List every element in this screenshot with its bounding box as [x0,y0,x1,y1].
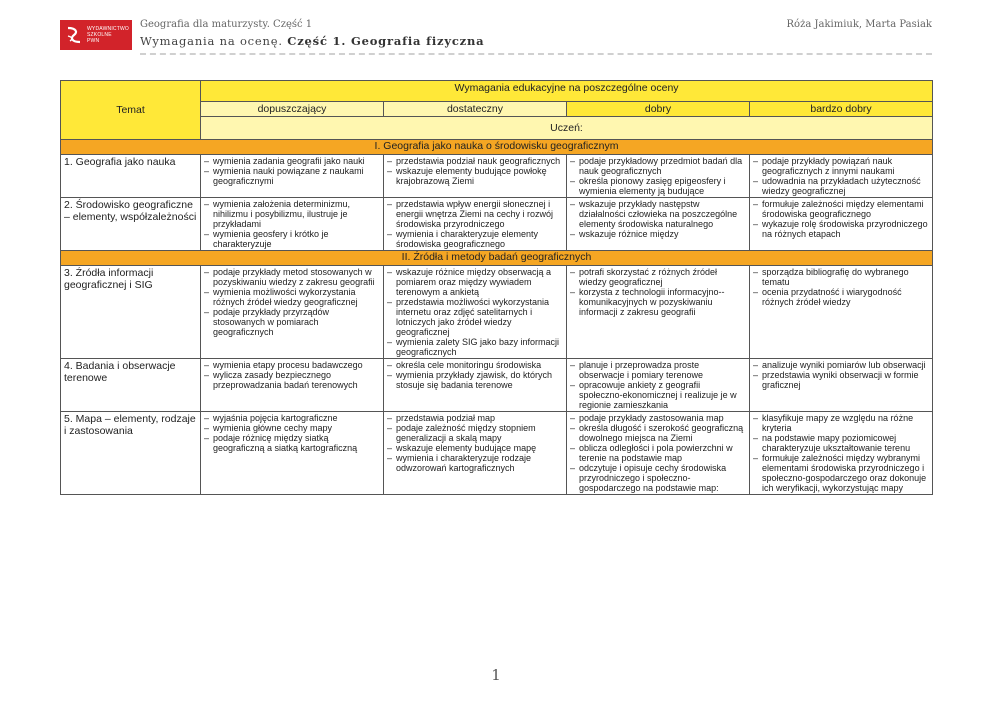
requirement-item: – wskazuje przykłady następstw działalności człowieka na poszczególne elementy środowiska naturalnego [570,199,746,229]
requirement-item: – wymienia geosfery i krótko je charakteryzuje [204,229,380,249]
requirement-cell [384,155,567,198]
requirement-item: – podaje przykłady zastosowania map [570,413,746,423]
requirement-item: – wyjaśnia pojęcia kartograficzne [204,413,380,423]
requirement-item: – opracowuje ankiety z geografii społeczno-ekonomicznej i realizuje je w regionie zamieszkania [570,380,746,410]
requirement-cell [750,198,933,251]
section-title: II. Źródła i metody badań geograficznych [61,251,933,266]
requirement-cell [567,155,750,198]
requirement-cell [567,412,750,495]
requirement-cell [201,155,384,198]
page-number: 1 [491,666,501,684]
requirement-list [387,156,563,186]
requirement-item: – wykazuje rolę środowiska przyrodniczego na różnych etapach [753,219,929,239]
requirement-cell [384,198,567,251]
requirement-item: – przedstawia podział map [387,413,563,423]
requirement-list [570,360,746,410]
requirement-item: – przedstawia podział nauk geograficznych [387,156,563,166]
table-row [61,198,933,251]
requirement-item: – ocenia przydatność i wiarygodność różnych źródeł wiedzy [753,287,929,307]
topic-cell: 2. Środowisko geograficzne – elementy, współzależności [61,198,201,251]
requirement-item: – wymienia nauki powiązane z naukami geograficznymi [204,166,380,186]
requirement-cell [750,412,933,495]
page-header [60,18,932,58]
requirement-cell [567,266,750,359]
requirement-item: – określa pionowy zasięg epigeosfery i wymienia elementy ją budujące [570,176,746,196]
requirement-item: – podaje różnicę między siatką geograficzną a siatką kartograficzną [204,433,380,453]
requirement-cell [750,359,933,412]
requirement-list [570,413,746,493]
requirement-item: – formułuje zależności między elementami środowiska geograficznego [753,199,929,219]
requirement-item: – wymienia główne cechy mapy [204,423,380,433]
topic-cell: 1. Geografia jako nauka [61,155,201,198]
requirement-list [204,156,380,186]
requirement-list [387,199,563,249]
requirement-list [753,413,929,493]
requirement-item: – podaje przykładowy przedmiot badań dla nauk geograficznych [570,156,746,176]
requirement-item: – oblicza odległości i pola powierzchni w terenie na podstawie map [570,443,746,463]
requirement-item: – analizuje wyniki pomiarów lub obserwacji [753,360,929,370]
requirement-list [204,267,380,337]
requirement-item: – podaje przykłady powiązań nauk geograficznych z innymi naukami [753,156,929,176]
requirement-item: – klasyfikuje mapy ze względu na różne kryteria [753,413,929,433]
requirement-item: – podaje przykłady metod stosowanych w pozyskiwaniu wiedzy z zakresu geografii [204,267,380,287]
requirement-item: – potrafi skorzystać z różnych źródeł wiedzy geograficznej [570,267,746,287]
section-title: I. Geografia jako nauka o środowisku geograficznym [61,140,933,155]
requirement-item: – wymienia i charakteryzuje rodzaje odwzorowań kartograficznych [387,453,563,473]
requirement-item: – przedstawia wyniki obserwacji w formie graficznej [753,370,929,390]
requirement-cell [384,359,567,412]
table-row [61,412,933,495]
authors: Róża Jakimiuk, Marta Pasiak [786,19,932,30]
header-row [61,81,933,102]
requirement-cell [201,359,384,412]
requirement-item: – udowadnia na przykładach użyteczność wiedzy geograficznej [753,176,929,196]
requirement-list [204,413,380,453]
topic-cell: 4. Badania i obserwacje terenowe [61,359,201,412]
requirement-list [753,267,929,307]
requirement-item: – określa długość i szerokość geograficzną dowolnego miejsca na Ziemi [570,423,746,443]
requirement-cell [750,155,933,198]
requirement-item: – wymienia zadania geografii jako nauki [204,156,380,166]
requirement-item: – wymienia i charakteryzuje elementy środowiska geograficznego [387,229,563,249]
requirement-list [753,360,929,390]
book-title: Geografia dla maturzysty. Część 1 [140,19,313,30]
subtitle-prefix: Wymagania na ocenę. [140,34,283,48]
grade-header-dostateczny: dostateczny [384,102,567,117]
publisher-logo-icon [64,25,84,45]
requirement-list [570,267,746,317]
requirement-cell [201,412,384,495]
requirement-cell [567,198,750,251]
requirement-list [570,156,746,196]
requirement-item: – wskazuje elementy budujące powłokę krajobrazową Ziemi [387,166,563,186]
logo-text: WYDAWNICTWO SZKOLNE PWN [87,26,130,44]
requirement-list [204,360,380,390]
requirement-item: – planuje i przeprowadza proste obserwacje i pomiary terenowe [570,360,746,380]
requirement-list [753,199,929,239]
requirement-list [387,413,563,473]
requirement-item: – odczytuje i opisuje cechy środowiska przyrodniczego i społeczno-gospodarczego na podstawie map: [570,463,746,493]
requirement-cell [384,266,567,359]
requirement-list [387,360,563,390]
grade-header-dopuszczajacy: dopuszczający [201,102,384,117]
requirement-item: – podaje przykłady przyrządów stosowanych w pomiarach geograficznych [204,307,380,337]
grade-header-dobry: dobry [567,102,750,117]
requirement-cell [750,266,933,359]
document-subtitle [140,34,484,48]
subtitle-bold: Część 1. Geografia fizyczna [287,34,485,48]
requirement-item: – korzysta z technologii informacyjno--komunikacyjnych w pozyskiwaniu informacji z zakresu geografii [570,287,746,317]
requirement-cell [201,266,384,359]
section-row [61,140,933,155]
requirement-item: – przedstawia wpływ energii słonecznej i energii wnętrza Ziemi na cechy i rozwój środowiska przyrodniczego [387,199,563,229]
requirement-item: – wymienia założenia determinizmu, nihilizmu i posybilizmu, ilustruje je przykładami [204,199,380,229]
requirement-item: – podaje zależność między stopniem generalizacji a skalą mapy [387,423,563,443]
publisher-logo [60,20,132,50]
requirement-cell [384,412,567,495]
requirement-list [387,267,563,357]
table-row [61,155,933,198]
header-divider [140,53,932,55]
table-row [61,266,933,359]
grade-header-bardzo-dobry: bardzo dobry [750,102,933,117]
temat-header: Temat [61,81,201,140]
requirement-list [753,156,929,196]
requirement-item: – wskazuje różnice między [570,229,746,239]
requirement-item: – wskazuje różnice między obserwacją a pomiarem oraz między wywiadem terenowym a ankietą [387,267,563,297]
requirement-item: – określa cele monitoringu środowiska [387,360,563,370]
requirement-item: – wskazuje elementy budujące mapę [387,443,563,453]
requirement-item: – wylicza zasady bezpiecznego przeprowadzania badań terenowych [204,370,380,390]
uczen-label: Uczeń: [201,117,933,140]
requirement-item: – formułuje zależności między wybranymi elementami środowiska przyrodniczego i społeczno-gospodarczego oraz dokonuje ich weryfikacji, wykorzystując mapy [753,453,929,493]
requirement-item: – wymienia możliwości wykorzystania różnych źródeł wiedzy geograficznej [204,287,380,307]
requirement-item: – przedstawia możliwości wykorzystania internetu oraz zdjęć satelitarnych i lotniczych jako źródeł wiedzy geograficznej [387,297,563,337]
requirement-list [570,199,746,239]
requirements-table [60,80,933,495]
requirement-item: – sporządza bibliografię do wybranego tematu [753,267,929,287]
requirement-item: – wymienia etapy procesu badawczego [204,360,380,370]
table-row [61,359,933,412]
topic-cell: 5. Mapa – elementy, rodzaje i zastosowania [61,412,201,495]
requirement-item: – wymienia przykłady zjawisk, do których stosuje się badania terenowe [387,370,563,390]
requirement-list [204,199,380,249]
topic-cell: 3. Źródła informacji geograficznej i SIG [61,266,201,359]
requirement-cell [567,359,750,412]
requirement-item: – wymienia zalety SIG jako bazy informacji geograficznych [387,337,563,357]
requirements-header: Wymagania edukacyjne na poszczególne oceny [201,81,933,102]
requirement-item: – na podstawie mapy poziomicowej charakteryzuje ukształtowanie terenu [753,433,929,453]
section-row [61,251,933,266]
requirement-cell [201,198,384,251]
